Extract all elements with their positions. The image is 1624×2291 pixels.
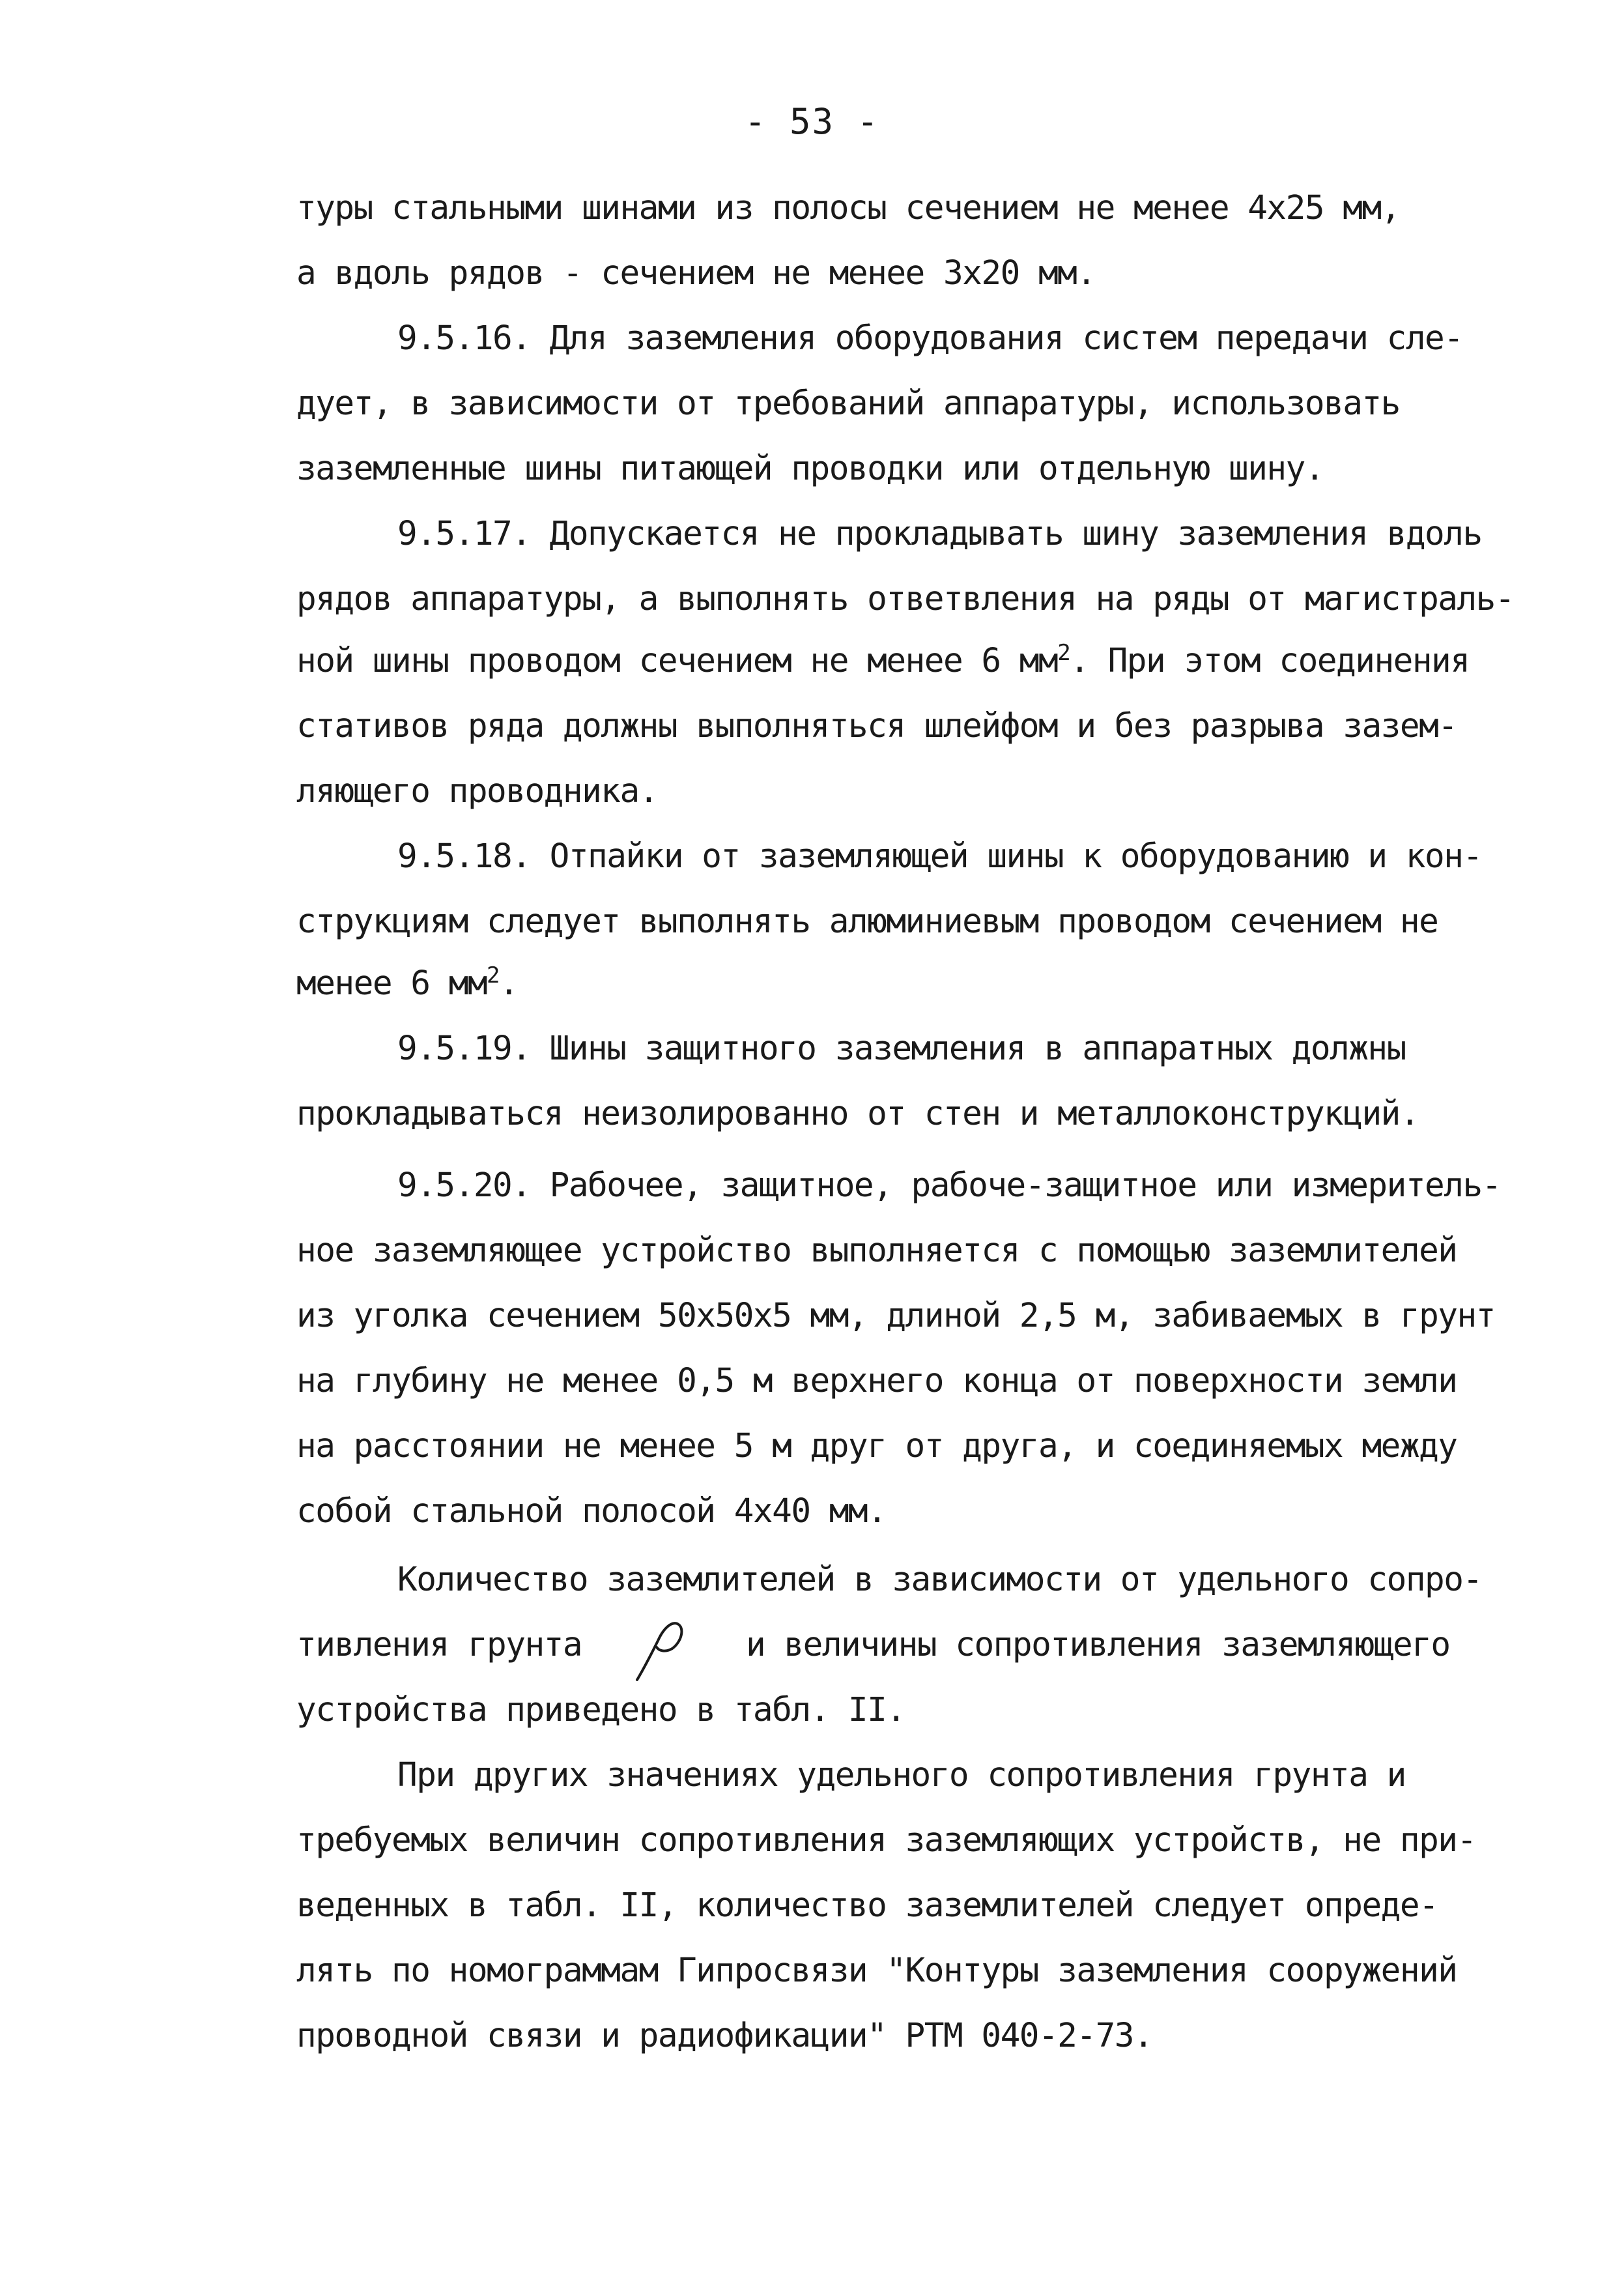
text-line: тивления грунта (296, 1626, 582, 1664)
text-line: заземленные шины питающей проводки или отдельную шину. (296, 450, 1324, 488)
text-line: устройства приведено в табл. II. (296, 1691, 905, 1729)
rho-symbol-icon (625, 1615, 691, 1686)
paragraph-other-values-line: При других значениях удельного сопротивления грунта и (397, 1756, 1406, 1794)
text-line: собой стальной полосой 4х40 мм. (296, 1492, 887, 1531)
text-line: и величины сопротивления заземляющего (746, 1626, 1450, 1664)
text-line: ное заземляющее устройство выполняется с помощью заземлителей (296, 1232, 1457, 1270)
text-line: веденных в табл. II, количество заземлителей следует опреде- (296, 1886, 1438, 1925)
text-line: на глубину не менее 0,5 м верхнего конца от поверхности земли (296, 1362, 1457, 1400)
text-line: туры стальными шинами из полосы сечением не менее 4х25 мм, (296, 189, 1400, 227)
text-line: на расстоянии не менее 5 м друг от друга, и соединяемых между (296, 1427, 1457, 1465)
text-line: прокладываться неизолированно от стен и металлоконструкций. (296, 1095, 1419, 1133)
paragraph-9-5-16-line: 9.5.16. Для заземления оборудования систем передачи сле- (397, 319, 1463, 358)
paragraph-9-5-20-line: 9.5.20. Рабочее, защитное, рабоче-защитное или измеритель- (397, 1166, 1501, 1205)
text-fragment: . При этом соединения (1070, 642, 1470, 680)
superscript: 2 (1057, 640, 1070, 666)
text-line-with-superscript (296, 964, 518, 1003)
superscript: 2 (487, 962, 500, 988)
text-line: проводной связи и радиофикации" РТМ 040-2-73. (296, 2017, 1153, 2055)
text-line: лять по номограммам Гипросвязи "Контуры заземления сооружений (296, 1952, 1457, 1990)
text-fragment: менее 6 мм (296, 964, 487, 1003)
text-line: а вдоль рядов - сечением не менее 3х20 мм. (296, 254, 1096, 293)
text-line: дует, в зависимости от требований аппаратуры, использовать (296, 384, 1400, 423)
paragraph-quantity-line: Количество заземлителей в зависимости от удельного сопро- (397, 1561, 1482, 1599)
paragraph-9-5-17-line: 9.5.17. Допускается не прокладывать шину заземления вдоль (397, 515, 1482, 553)
paragraph-9-5-19-line: 9.5.19. Шины защитного заземления в аппаратных должны (397, 1030, 1406, 1068)
text-fragment: . (499, 964, 519, 1003)
page-number: - 53 - (744, 101, 880, 142)
text-line: ляющего проводника. (296, 772, 658, 811)
text-line: стативов ряда должны выполняться шлейфом и без разрыва зазем- (296, 707, 1457, 745)
text-fragment: ной шины проводом сечением не менее 6 мм (296, 642, 1058, 680)
text-line: требуемых величин сопротивления заземляющих устройств, не при- (296, 1821, 1476, 1860)
text-line: струкциям следует выполнять алюминиевым проводом сечением не (296, 902, 1438, 941)
text-line-with-superscript (296, 642, 1469, 681)
paragraph-9-5-18-line: 9.5.18. Отпайки от заземляющей шины к оборудованию и кон- (397, 837, 1482, 876)
text-line: из уголка сечением 50х50х5 мм, длиной 2,5 м, забиваемых в грунт (296, 1297, 1495, 1335)
text-line: рядов аппаратуры, а выполнять ответвления на ряды от магистраль- (296, 580, 1515, 618)
